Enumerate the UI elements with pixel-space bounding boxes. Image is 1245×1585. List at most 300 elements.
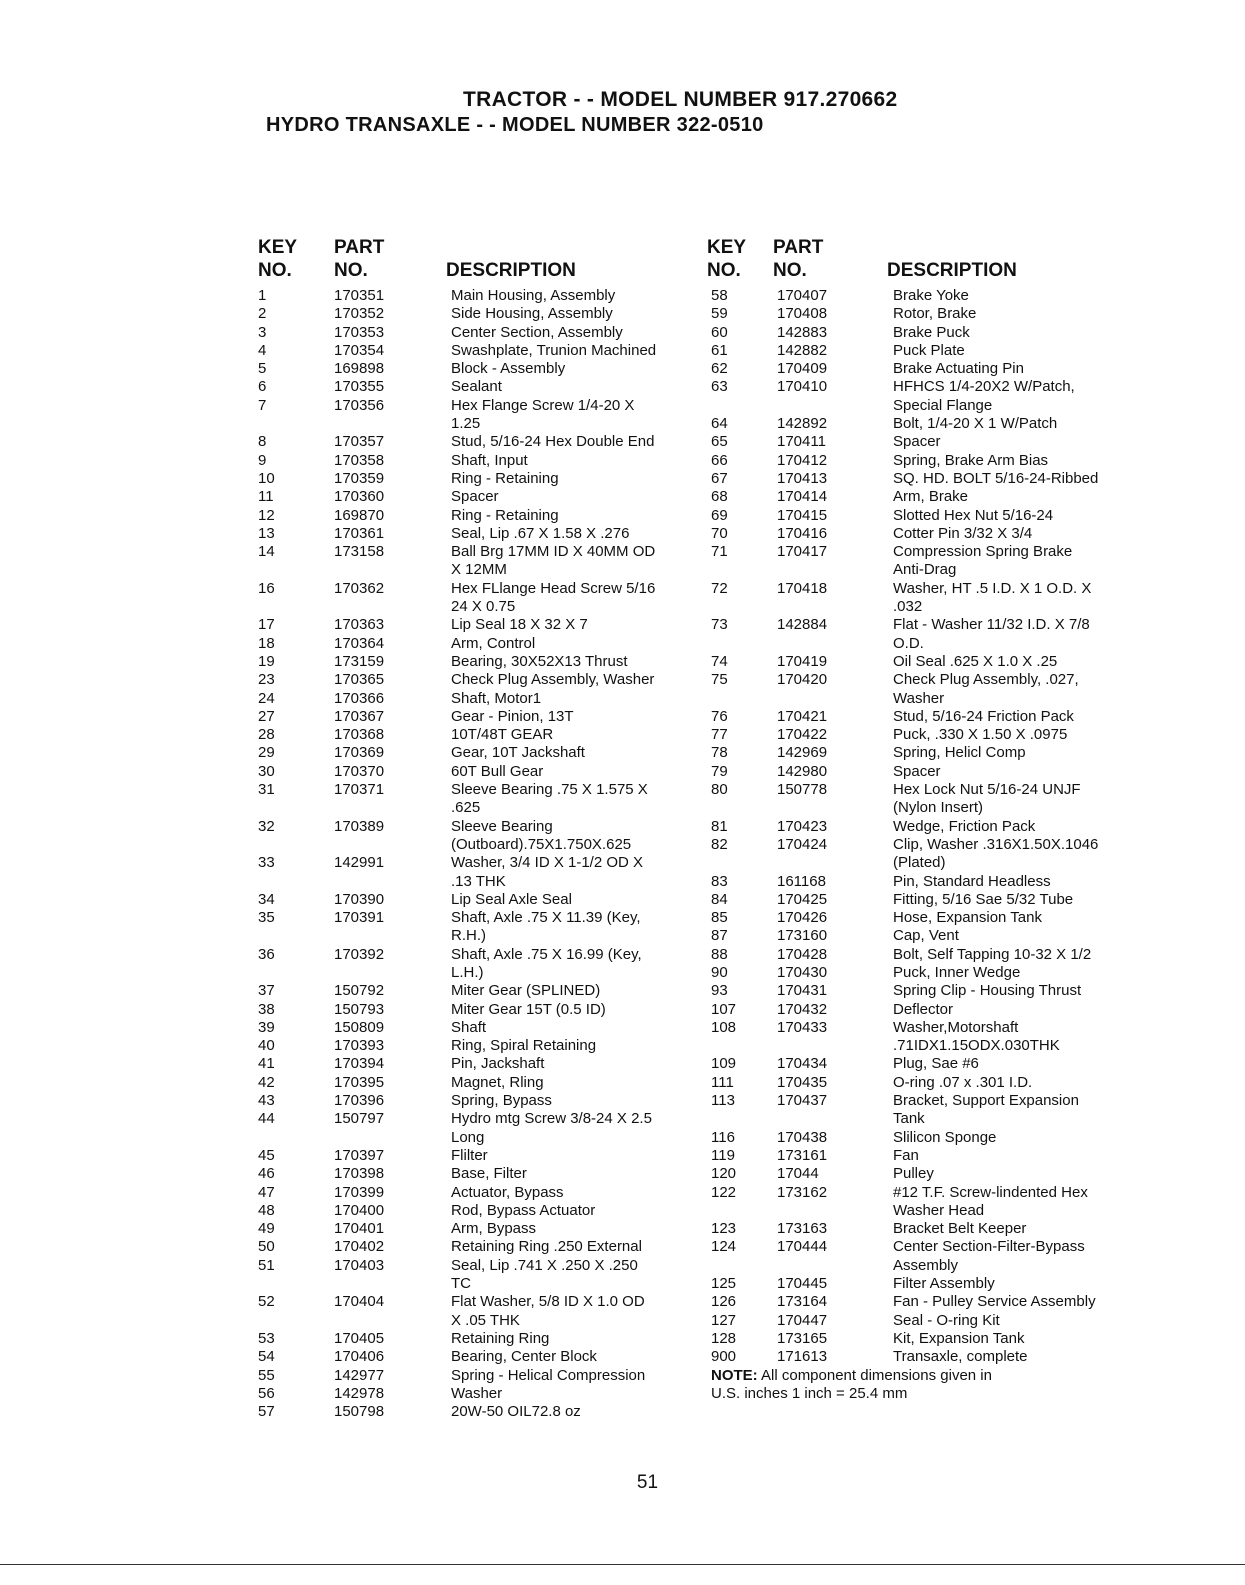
part-number: 170366 [334,689,385,707]
part-number: 170404 [334,1293,385,1311]
part-number: 170352 [334,305,385,323]
key-number: 900 [711,1348,737,1366]
part-description: Clip, Washer .316X1.50X.1046 (Plated) [893,835,1099,872]
part-description: Spring, Brake Arm Bias [893,451,1049,469]
part-number: 142977 [334,1366,385,1384]
part-number: 170423 [777,817,828,835]
key-number: 11 [258,488,274,506]
part-number: 170414 [777,488,828,506]
part-description: Shaft, Motor1 [451,689,542,707]
part-number: 170355 [334,378,385,396]
key-number: 58 [711,287,728,304]
part-row [258,1202,698,1220]
part-row [258,1165,698,1183]
key-number: 51 [258,1256,275,1274]
key-number: 12 [258,506,275,524]
key-number: 74 [711,652,728,670]
part-number: 150793 [334,1000,385,1018]
part-description: Check Plug Assembly, Washer [451,671,655,689]
part-row [258,1257,698,1294]
part-row [711,470,1131,488]
key-number: 41 [258,1055,275,1073]
part-row [258,1293,698,1330]
key-number: 3 [258,323,267,341]
key-number: 29 [258,744,275,762]
part-description: Puck, Inner Wedge [893,963,1021,981]
part-header-top: PART [334,237,385,258]
part-row [711,1019,1131,1056]
part-description: Hex Lock Nut 5/16-24 UNJF (Nylon Insert) [893,781,1081,817]
part-description: Washer, HT .5 I.D. X 1 O.D. X .032 [893,579,1092,616]
key-number: 85 [711,909,728,927]
part-number: 170401 [334,1220,385,1238]
part-description: #12 T.F. Screw-lindented Hex Washer Head [893,1183,1088,1219]
part-number: 170357 [334,433,385,451]
part-number: 170398 [334,1165,385,1183]
part-row [711,1348,1131,1366]
part-number: 170368 [334,726,385,744]
part-description: Slilicon Sponge [893,1128,997,1146]
part-number: 170351 [334,287,385,304]
part-description: Lip Seal Axle Seal [451,890,572,908]
part-row [258,1019,698,1037]
part-row [258,507,698,525]
part-row [711,1275,1131,1293]
part-row [711,616,1131,653]
part-description: Filter Assembly [893,1275,995,1293]
part-header-top: PART [773,237,824,258]
part-row [258,781,698,818]
part-row [258,1037,698,1055]
part-number: 170419 [777,652,828,670]
part-description: Brake Puck [893,323,970,341]
part-number: 170413 [777,469,828,487]
part-row [711,726,1131,744]
key-number: 63 [711,378,728,396]
part-description: Spacer [451,488,499,506]
key-number: 1 [258,287,267,304]
part-row [711,1238,1131,1275]
key-number: 116 [711,1128,735,1146]
part-row [258,397,698,434]
part-number: 170420 [777,671,828,689]
part-row [258,378,698,396]
part-description: Ring - Retaining [451,506,559,524]
transaxle-model-title: HYDRO TRANSAXLE - - MODEL NUMBER 322-0510 [266,114,764,136]
key-number: 80 [711,781,728,799]
key-header-bottom: NO. [258,260,292,281]
part-row [258,488,698,506]
key-number: 37 [258,982,275,1000]
part-row [711,1001,1131,1019]
key-number: 28 [258,726,275,744]
part-row [258,305,698,323]
part-number: 170392 [334,945,385,963]
part-description: Arm, Control [451,634,536,652]
part-row [258,1110,698,1147]
key-number: 48 [258,1201,275,1219]
part-description: Shaft, Axle .75 X 16.99 (Key, L.H.) [451,945,642,981]
part-number: 170409 [777,360,828,378]
part-row [258,1238,698,1256]
key-number: 126 [711,1293,737,1311]
part-description: Gear - Pinion, 13T [451,707,574,725]
part-row [258,982,698,1000]
part-description: Stud, 5/16-24 Hex Double End [451,433,655,451]
part-number: 173165 [777,1329,828,1347]
part-number: 170433 [777,1018,828,1036]
key-number: 113 [711,1092,735,1110]
part-number: 170411 [777,433,826,451]
part-row [711,1055,1131,1073]
part-row [258,1385,698,1403]
key-number: 6 [258,378,267,396]
part-number: 170390 [334,890,385,908]
part-number: 170360 [334,488,385,506]
part-number: 170426 [777,909,828,927]
part-description: 10T/48T GEAR [451,726,554,744]
part-row [711,763,1131,781]
part-description: Plug, Sae #6 [893,1055,979,1073]
part-description: Retaining Ring .250 External [451,1238,642,1256]
part-description: Spacer [893,762,941,780]
key-number: 79 [711,762,728,780]
key-number: 5 [258,360,267,378]
part-description: Check Plug Assembly, .027, Washer [893,671,1079,707]
part-row [258,726,698,744]
part-number: 170370 [334,762,385,780]
part-description: Spring Clip - Housing Thrust [893,982,1082,1000]
part-description: Wedge, Friction Pack [893,817,1036,835]
key-number: 127 [711,1311,737,1329]
part-number: 170425 [777,890,828,908]
key-number: 82 [711,835,728,853]
part-description: Flilter [451,1146,488,1164]
part-row [258,1367,698,1385]
part-row [711,287,1131,305]
part-description: Pin, Jackshaft [451,1055,545,1073]
part-row [258,580,698,617]
key-number: 77 [711,726,728,744]
part-row [258,1330,698,1348]
part-description: Spring - Helical Compression [451,1366,646,1384]
part-row [711,1184,1131,1221]
part-description: Fan [893,1146,919,1164]
part-description: Hose, Expansion Tank [893,909,1042,927]
part-description: Puck Plate [893,341,965,359]
key-number: 87 [711,927,728,945]
part-row [711,1165,1131,1183]
key-number: 7 [258,396,267,414]
part-description: Washer [451,1384,503,1402]
column-header [258,237,698,287]
part-row [258,1092,698,1110]
key-number: 111 [711,1073,734,1091]
part-number: 170437 [777,1092,828,1110]
key-number: 65 [711,433,728,451]
part-row [711,1330,1131,1348]
part-row [258,1348,698,1366]
key-number: 60 [711,323,728,341]
part-row [711,1147,1131,1165]
part-number: 170417 [777,543,828,561]
part-number: 150792 [334,982,385,1000]
part-row [258,708,698,726]
part-row [711,781,1131,818]
part-number: 142883 [777,323,828,341]
part-number: 170395 [334,1073,385,1091]
key-number: 49 [258,1220,275,1238]
part-description: Miter Gear (SPLINED) [451,982,601,1000]
part-row [711,305,1131,323]
part-description: Arm, Bypass [451,1220,537,1238]
part-number: 170364 [334,634,385,652]
part-row [711,433,1131,451]
part-description: Brake Yoke [893,287,969,304]
part-row [258,1055,698,1073]
key-number: 119 [711,1146,735,1164]
key-number: 13 [258,524,275,542]
part-number: 170424 [777,835,828,853]
part-number: 170354 [334,341,385,359]
part-number: 150778 [777,781,828,799]
key-number: 39 [258,1018,275,1036]
part-row [711,1293,1131,1311]
part-number: 170438 [777,1128,828,1146]
key-number: 120 [711,1165,737,1183]
part-number: 173161 [777,1146,828,1164]
part-row [258,1184,698,1202]
key-number: 69 [711,506,728,524]
key-number: 73 [711,616,728,634]
part-row [711,1312,1131,1330]
part-number: 170416 [777,524,828,542]
key-number: 24 [258,689,275,707]
part-number: 150798 [334,1403,385,1421]
part-number: 170400 [334,1201,385,1219]
part-number: 170394 [334,1055,385,1073]
part-row [258,1220,698,1238]
part-number: 170361 [334,524,385,542]
part-description: Shaft [451,1018,487,1036]
part-number: 142978 [334,1384,385,1402]
part-header-bottom: NO. [773,260,807,281]
part-number: 170431 [777,982,828,1000]
part-row [711,488,1131,506]
key-number: 123 [711,1220,737,1238]
part-description: Rod, Bypass Actuator [451,1201,596,1219]
key-number: 16 [258,579,275,597]
part-number: 170405 [334,1329,385,1347]
part-number: 170444 [777,1238,828,1256]
part-description: Pin, Standard Headless [893,872,1051,890]
part-description: Bracket, Support Expansion Tank [893,1092,1079,1128]
part-number: 142969 [777,744,828,762]
key-header-bottom: NO. [707,260,741,281]
key-number: 122 [711,1183,737,1201]
part-number: 170428 [777,945,828,963]
part-row [711,452,1131,470]
part-number: 150809 [334,1018,385,1036]
key-number: 61 [711,341,728,359]
part-row [711,873,1131,891]
key-number: 34 [258,890,275,908]
part-description: Bolt, 1/4-20 X 1 W/Patch [893,415,1058,433]
part-description: Magnet, Rling [451,1073,544,1091]
part-row [258,1001,698,1019]
part-row [258,342,698,360]
part-row [258,818,698,855]
part-number: 170403 [334,1256,385,1274]
part-number: 170353 [334,323,385,341]
part-number: 170447 [777,1311,828,1329]
key-number: 38 [258,1000,275,1018]
key-number: 10 [258,469,275,487]
part-description: Miter Gear 15T (0.5 ID) [451,1000,606,1018]
part-row [258,909,698,946]
part-number: 170421 [777,707,828,725]
part-description: Fan - Pulley Service Assembly [893,1293,1096,1311]
key-number: 43 [258,1092,275,1110]
part-description: Shaft, Input [451,451,528,469]
part-row [711,909,1131,927]
part-description: Retaining Ring [451,1329,550,1347]
part-description: Compression Spring Brake Anti-Drag [893,543,1073,579]
key-number: 8 [258,433,267,451]
key-number: 44 [258,1110,275,1128]
part-number: 161168 [777,872,826,890]
part-number: 170445 [777,1275,828,1293]
key-number: 78 [711,744,728,762]
key-number: 27 [258,707,275,725]
part-description: Bracket Belt Keeper [893,1220,1027,1238]
part-description: 20W-50 OIL72.8 oz [451,1403,581,1421]
part-number: 170393 [334,1037,385,1055]
part-description: Center Section, Assembly [451,323,623,341]
part-row [711,982,1131,1000]
key-number: 32 [258,817,275,835]
key-number: 62 [711,360,728,378]
part-number: 173163 [777,1220,828,1238]
key-number: 107 [711,1000,737,1018]
part-row [258,946,698,983]
part-number: 173164 [777,1293,828,1311]
part-row [711,708,1131,726]
part-description: O-ring .07 x .301 I.D. [893,1073,1033,1091]
part-row [258,671,698,689]
part-row [258,525,698,543]
part-description: Block - Assembly [451,360,566,378]
page-number: 51 [636,1472,659,1493]
part-description: Spring, Bypass [451,1092,552,1110]
part-row [711,744,1131,762]
part-number: 170422 [777,726,828,744]
key-number: 67 [711,469,728,487]
key-number: 2 [258,305,267,323]
part-description: Brake Actuating Pin [893,360,1024,378]
part-number: 170402 [334,1238,385,1256]
key-number: 59 [711,305,728,323]
description-header: DESCRIPTION [887,260,1017,281]
part-row [711,927,1131,945]
key-header-top: KEY [258,237,298,258]
key-number: 66 [711,451,728,469]
part-row [711,671,1131,708]
key-number: 72 [711,579,728,597]
key-number: 30 [258,762,275,780]
part-description: Flat Washer, 5/8 ID X 1.0 OD X .05 THK [451,1293,645,1329]
key-number: 14 [258,543,275,561]
key-number: 45 [258,1146,275,1164]
key-number: 55 [258,1366,275,1384]
key-number: 17 [258,616,275,634]
part-number: 170396 [334,1092,385,1110]
part-row [711,818,1131,836]
part-description: Spacer [893,433,941,451]
parts-list-right [711,287,1131,1367]
part-row [711,964,1131,982]
part-number: 142882 [777,341,828,359]
part-description: Bolt, Self Tapping 10-32 X 1/2 [893,945,1092,963]
parts-column-left [258,237,698,1421]
part-description: Gear, 10T Jackshaft [451,744,585,762]
part-description: Washer, 3/4 ID X 1-1/2 OD X .13 THK [451,854,644,890]
part-description: Seal, Lip .67 X 1.58 X .276 [451,524,630,542]
key-number: 33 [258,854,275,872]
note-label: NOTE: [711,1366,758,1384]
key-number: 81 [711,817,728,835]
part-row [711,342,1131,360]
part-row [711,378,1131,415]
part-description: Swashplate, Trunion Machined [451,341,657,359]
part-number: 142991 [334,854,385,872]
part-description: Cotter Pin 3/32 X 3/4 [893,524,1033,542]
part-number: 169870 [334,506,385,524]
part-description: Rotor, Brake [893,305,977,323]
part-row [258,452,698,470]
part-number: 170358 [334,451,385,469]
key-number: 19 [258,652,275,670]
part-row [711,1220,1131,1238]
part-description: Transaxle, complete [893,1348,1028,1366]
key-number: 31 [258,781,275,799]
part-number: 173158 [334,543,385,561]
part-row [711,653,1131,671]
note-text: All component dimensions given in U.S. inches 1 inch = 25.4 mm [711,1366,992,1402]
part-number: 170418 [777,579,828,597]
part-number: 173160 [777,927,828,945]
part-number: 170434 [777,1055,828,1073]
key-header-top: KEY [707,237,747,258]
part-description: SQ. HD. BOLT 5/16-24-Ribbed [893,469,1099,487]
key-number: 64 [711,415,728,433]
key-number: 75 [711,671,728,689]
part-row [258,635,698,653]
key-number: 93 [711,982,728,1000]
key-number: 83 [711,872,728,890]
part-description: Deflector [893,1000,954,1018]
key-number: 40 [258,1037,275,1055]
part-number: 170362 [334,579,385,597]
part-row [711,1074,1131,1092]
part-description: Ring - Retaining [451,469,559,487]
bottom-divider [0,1564,1245,1565]
part-row [711,891,1131,909]
part-number: 170399 [334,1183,385,1201]
part-row [711,1129,1131,1147]
key-number: 9 [258,451,267,469]
part-number: 170415 [777,506,828,524]
